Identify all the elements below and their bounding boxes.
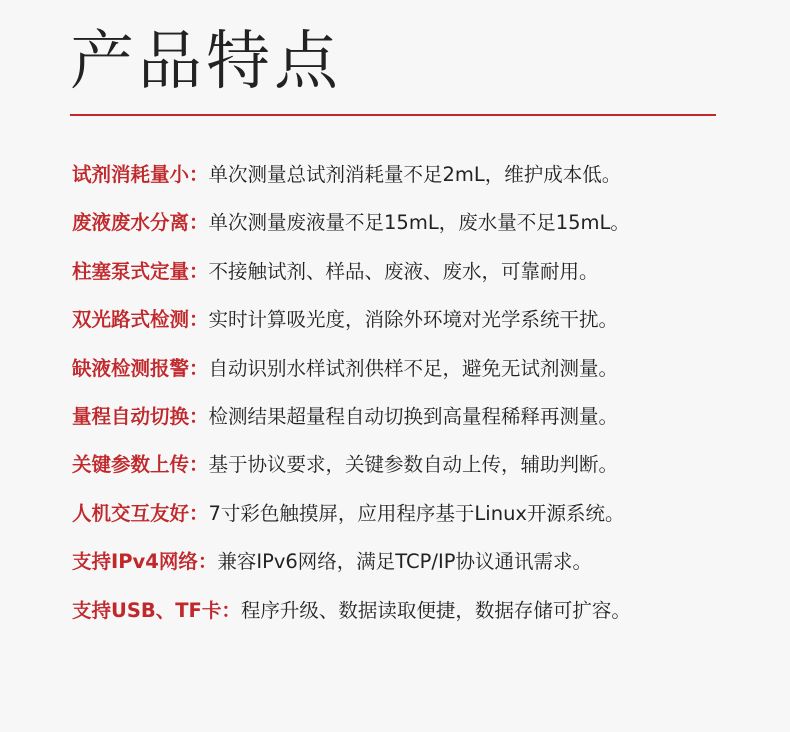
feature-description: 兼容IPv6网络，满足TCP/IP协议通讯需求。	[217, 550, 593, 574]
feature-item	[72, 208, 772, 256]
feature-description: 实时计算吸光度，消除外环境对光学系统干扰。	[208, 308, 619, 332]
feature-description: 基于协议要求，关键参数自动上传，辅助判断。	[208, 453, 619, 477]
feature-item	[72, 160, 772, 208]
feature-label: 关键参数上传：	[72, 453, 209, 477]
feature-description: 不接触试剂、样品、废液、废水，可靠耐用。	[208, 259, 599, 283]
feature-item	[72, 450, 772, 498]
feature-item	[72, 499, 772, 547]
feature-item	[72, 257, 772, 305]
feature-description: 程序升级、数据读取便捷，数据存储可扩容。	[240, 598, 631, 622]
feature-label: 废液废水分离：	[72, 211, 209, 235]
feature-description: 自动识别水样试剂供样不足，避免无试剂测量。	[208, 356, 619, 380]
feature-description: 单次测量总试剂消耗量不足2mL，维护成本低。	[208, 163, 622, 186]
feature-item	[72, 354, 772, 402]
title-divider	[70, 114, 716, 116]
feature-list	[72, 160, 772, 644]
feature-item	[72, 547, 772, 595]
feature-label: 柱塞泵式定量：	[72, 259, 209, 283]
page-title: 产品特点	[70, 25, 342, 99]
feature-label: 人机交互友好：	[72, 501, 209, 525]
feature-description: 检测结果超量程自动切换到高量程稀释再测量。	[208, 404, 619, 428]
feature-label: 缺液检测报警：	[72, 356, 209, 380]
feature-label: 支持USB、TF卡：	[72, 598, 241, 622]
feature-description: 单次测量废液量不足15mL，废水量不足15mL。	[208, 211, 630, 235]
feature-description: 7寸彩色触摸屏，应用程序基于Linux开源系统。	[208, 501, 625, 525]
feature-label: 双光路式检测：	[72, 308, 209, 332]
feature-item	[72, 305, 772, 353]
feature-item	[72, 402, 772, 450]
feature-item	[72, 596, 772, 644]
feature-label: 支持IPv4网络：	[72, 550, 218, 574]
feature-label: 试剂消耗量小：	[72, 163, 209, 186]
feature-label: 量程自动切换：	[72, 404, 209, 428]
